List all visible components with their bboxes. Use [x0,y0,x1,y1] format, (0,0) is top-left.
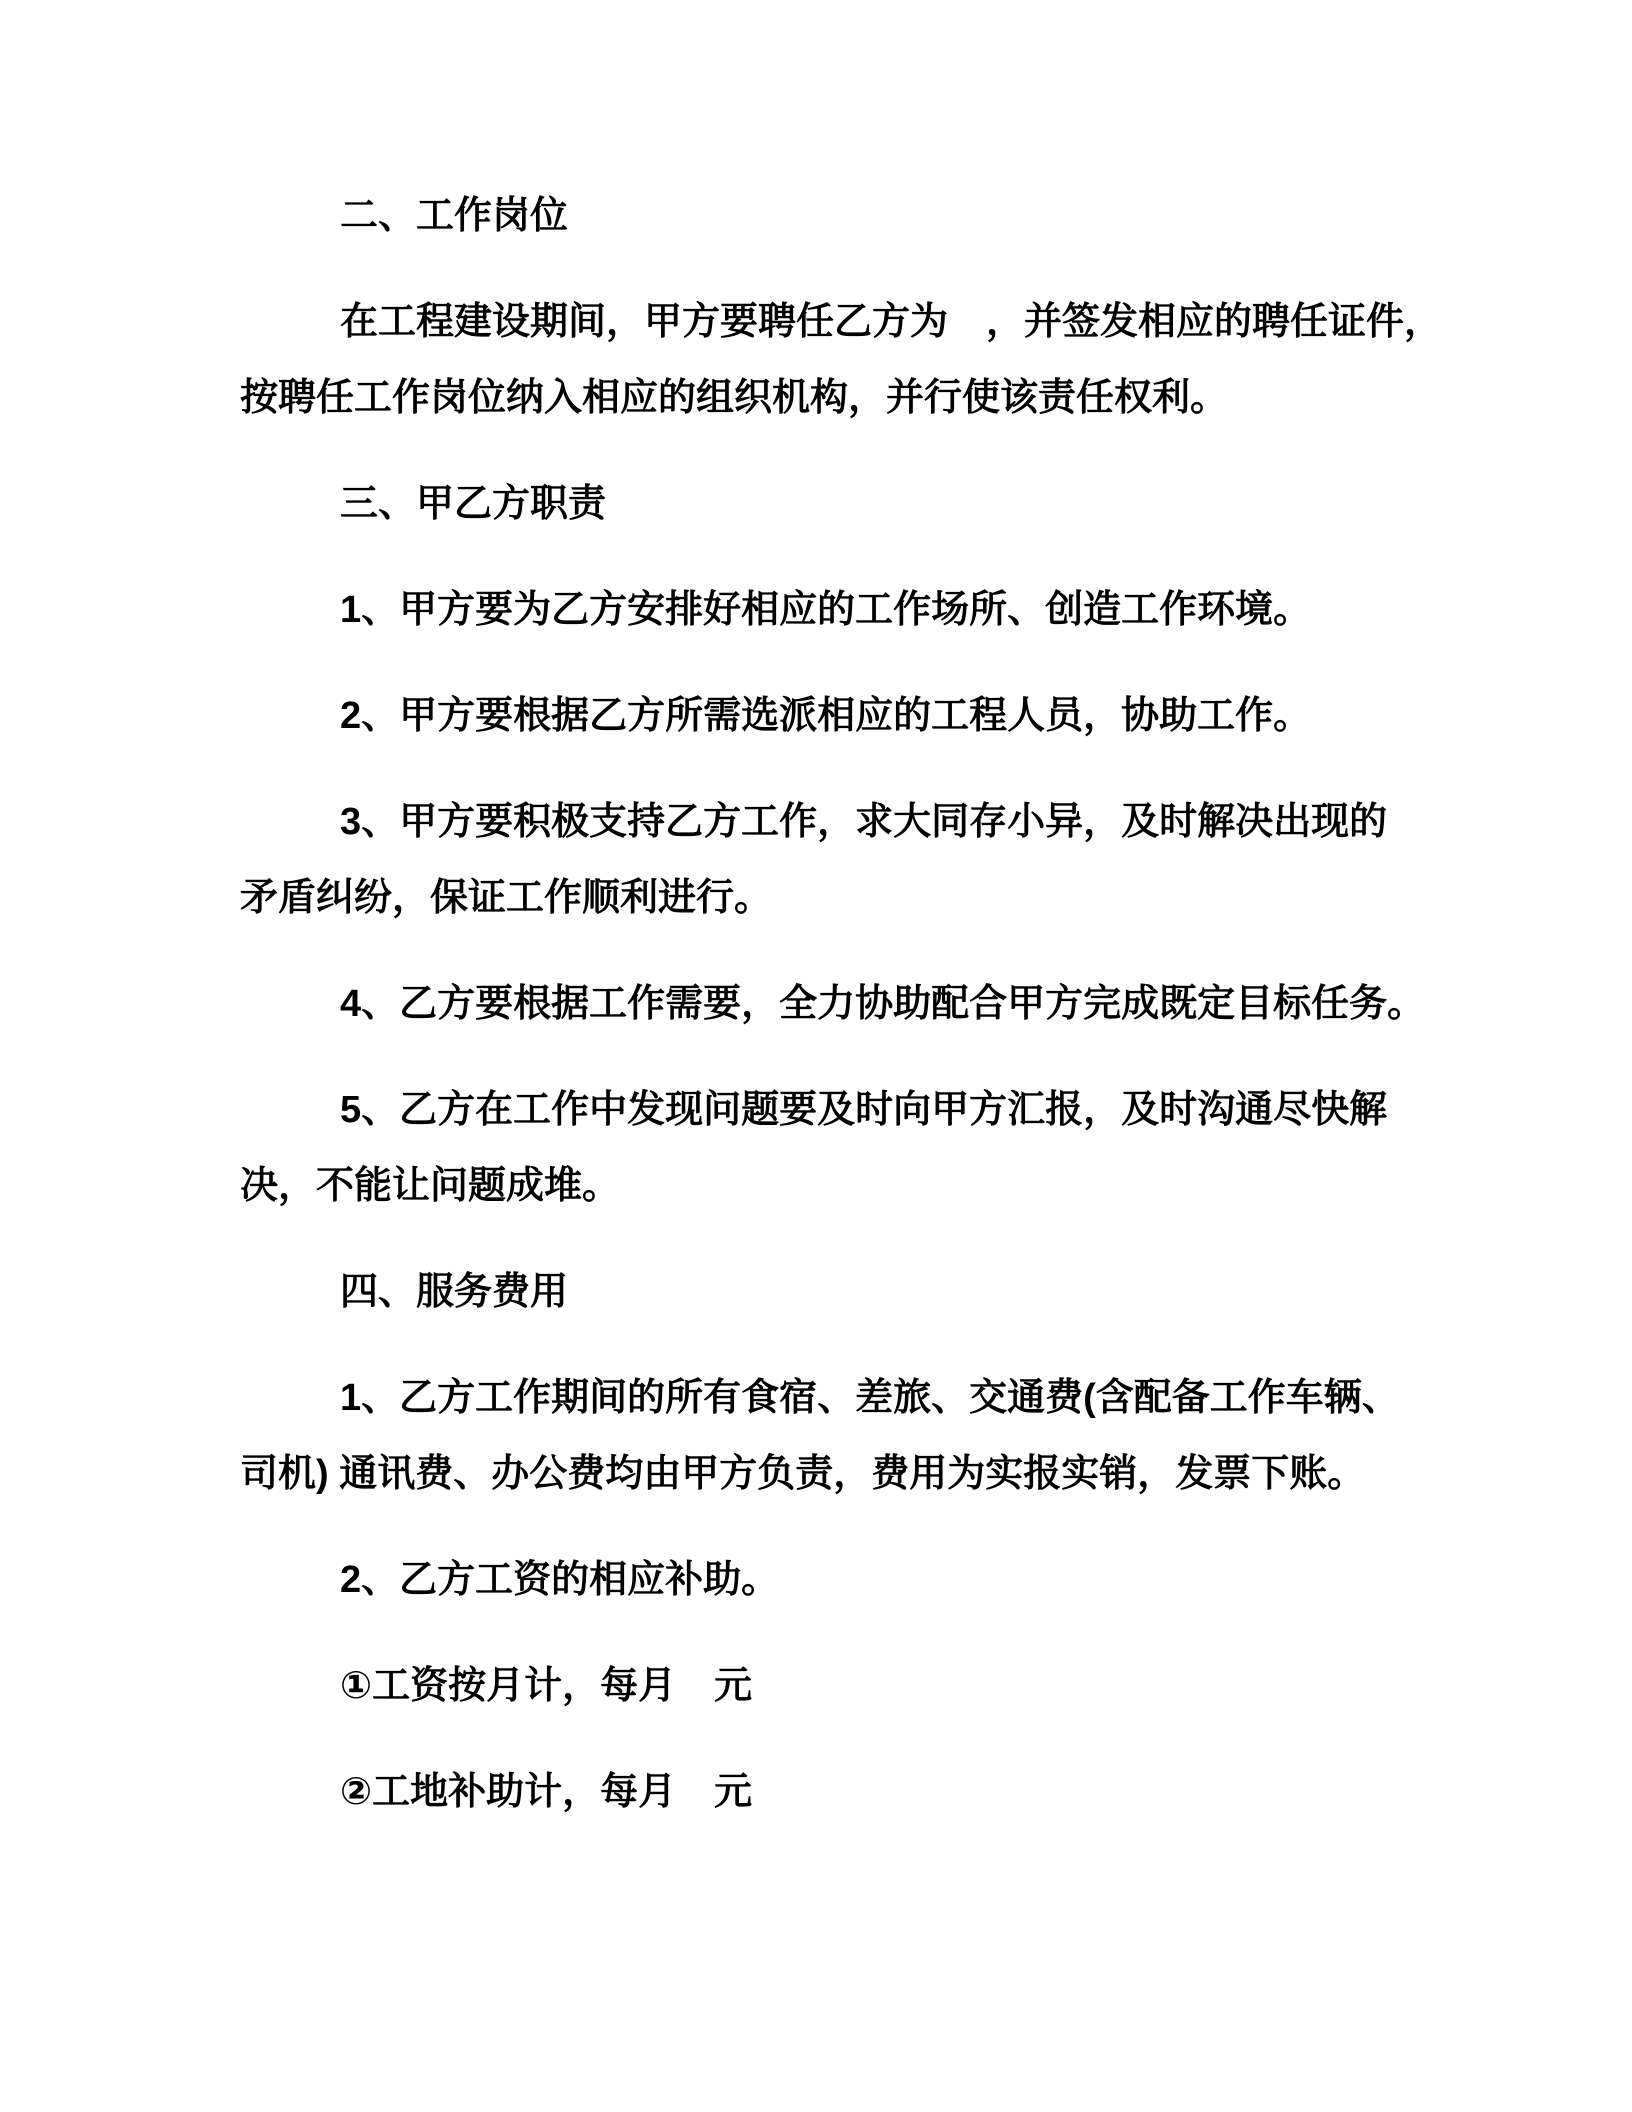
text-line: 在工程建设期间，甲方要聘任乙方为 ，并签发相应的聘任证件， [340,301,1443,343]
text-line: 2、甲方要根据乙方所需选派相应的工程人员，协助工作。 [340,695,1312,737]
para-employment-terms [240,284,1443,436]
text-line: 3、甲方要积极支持乙方工作，求大同存小异，及时解决出现的 [340,801,1388,843]
contract-body [240,178,1443,1830]
para-fee-2 [240,1542,1432,1618]
section-heading-line: 二、工作岗位 [340,195,569,237]
text-line: 按聘任工作岗位纳入相应的组织机构，并行使该责任权利。 [240,377,1229,419]
para-duty-1 [240,572,1432,648]
text-line: 1、乙方工作期间的所有食宿、差旅、交通费(含配备工作车辆、 [340,1377,1400,1419]
text-line: 决，不能让问题成堆。 [240,1165,621,1207]
para-fee-2-item-1 [240,1648,1432,1724]
para-duty-3 [240,784,1432,936]
section-heading-line: 四、服务费用 [340,1271,569,1313]
text-line: 矛盾纠纷，保证工作顺利进行。 [240,877,773,919]
para-duty-4 [240,966,1432,1042]
text-line: 1、甲方要为乙方安排好相应的工作场所、创造工作环境。 [340,589,1312,631]
text-line: ①工资按月计，每月 元 [340,1665,753,1707]
para-duty-2 [240,678,1432,754]
text-line: ②工地补助计，每月 元 [340,1771,753,1813]
para-fee-2-item-2 [240,1754,1432,1830]
text-line: 5、乙方在工作中发现问题要及时向甲方汇报，及时沟通尽快解 [340,1089,1388,1131]
heading-section-3 [240,466,1432,542]
text-line: 司机) 通讯费、办公费均由甲方负责，费用为实报实销，发票下账。 [240,1453,1366,1495]
para-fee-1 [240,1360,1432,1512]
heading-section-2 [240,178,1432,254]
heading-section-4 [240,1254,1432,1330]
text-line: 4、乙方要根据工作需要，全力协助配合甲方完成既定目标任务。 [340,983,1426,1025]
para-duty-5 [240,1072,1432,1224]
text-line: 2、乙方工资的相应补助。 [340,1559,780,1601]
section-heading-line: 三、甲乙方职责 [340,483,607,525]
